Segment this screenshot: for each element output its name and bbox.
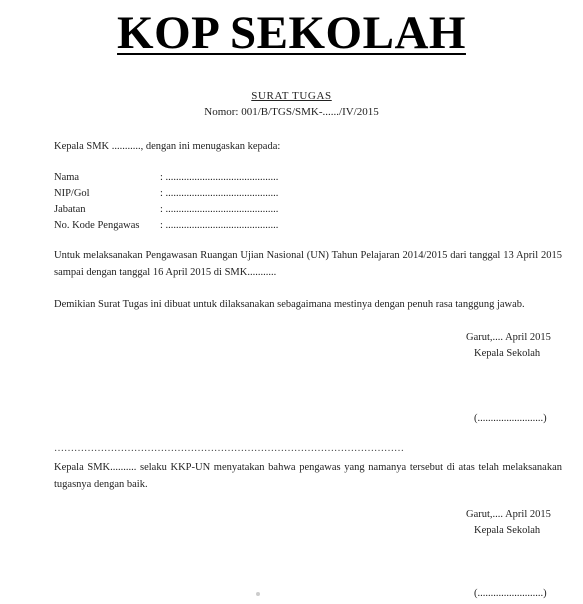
signature-name-blank-2: (.........................) <box>474 588 547 599</box>
page-dot-marker <box>256 592 260 596</box>
field-value-nama: : ........................................... <box>160 172 279 183</box>
paragraph-closing: Demikian Surat Tugas ini dibuat untuk dilaksanakan sebagaimana mestinya dengan penuh rasa tanggung jawab. <box>54 299 525 310</box>
signature-place-date: Garut,.... April 2015 <box>466 332 551 343</box>
signature-name-blank: (.........................) <box>474 413 547 424</box>
field-label-jabatan: Jabatan <box>54 204 86 215</box>
separator-line: …………………………………………………………………………………………… <box>54 443 404 454</box>
field-label-nip: NIP/Gol <box>54 188 90 199</box>
field-value-nip: : ........................................... <box>160 188 279 199</box>
letterhead-title: KOP SEKOLAH <box>117 7 466 59</box>
signature-place-date-2: Garut,.... April 2015 <box>466 509 551 520</box>
field-label-kode-pengawas: No. Kode Pengawas <box>54 220 140 231</box>
document-title: SURAT TUGAS <box>251 90 332 102</box>
paragraph-assignment: Untuk melaksanakan Pengawasan Ruangan Ujian Nasional (UN) Tahun Pelajaran 2014/2015 dari tanggal 13 April 2015 sampai dengan tanggal 16 April 2015 di SMK........... <box>54 250 562 278</box>
signature-role: Kepala Sekolah <box>474 348 541 359</box>
field-value-kode-pengawas: : ........................................... <box>160 220 279 231</box>
field-label-nama: Nama <box>54 172 80 183</box>
intro-text: Kepala SMK ..........., dengan ini menugaskan kepada: <box>54 141 281 152</box>
signature-role-2: Kepala Sekolah <box>474 525 541 536</box>
document-number: Nomor: 001/B/TGS/SMK-....../IV/2015 <box>204 106 379 118</box>
paragraph-statement: Kepala SMK.......... selaku KKP-UN menyatakan bahwa pengawas yang namanya tersebut di atas telah melaksanakan tugasnya dengan baik. <box>54 462 562 490</box>
field-value-jabatan: : ........................................... <box>160 204 279 215</box>
